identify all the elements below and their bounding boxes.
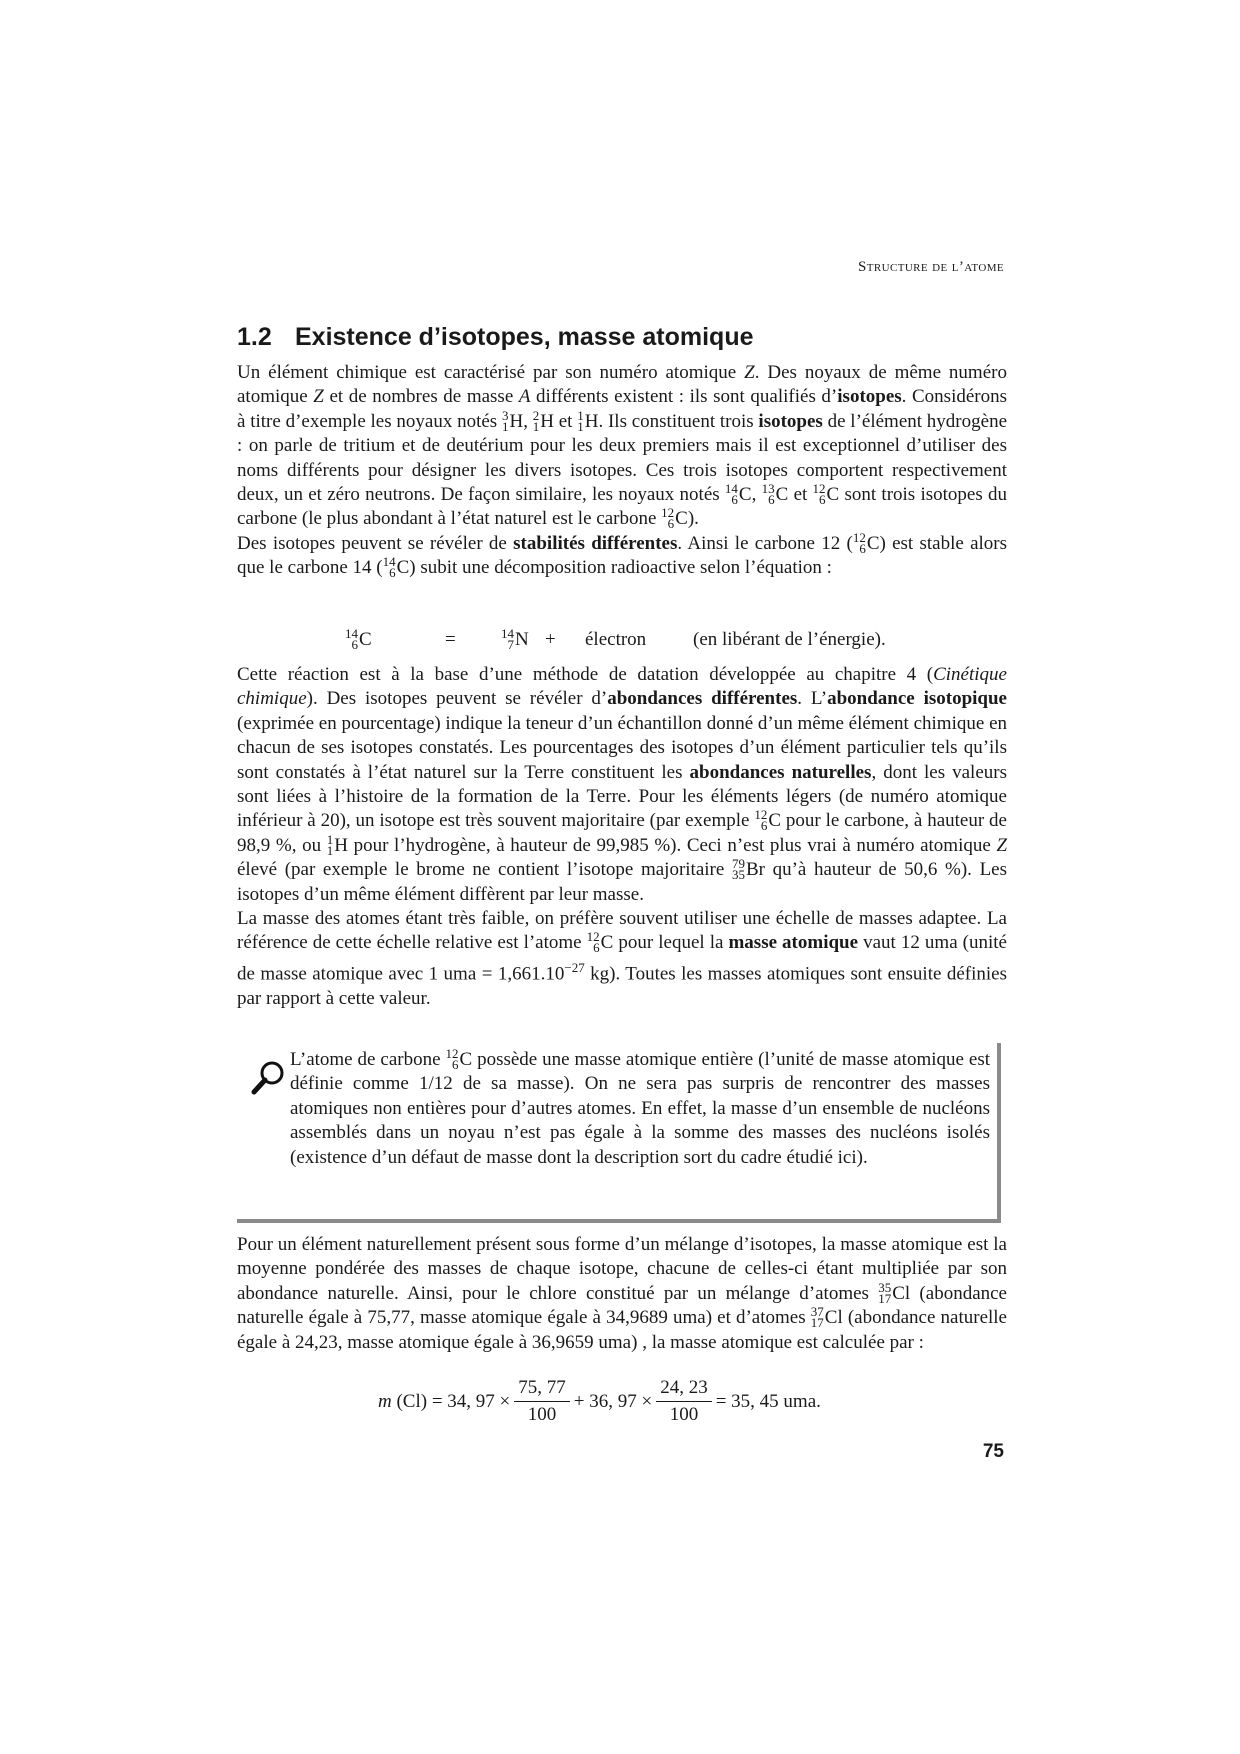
nuclide-h2: 2 1 — [532, 407, 540, 434]
nuclide-h3: 3 1 — [501, 407, 509, 434]
nuclide-c12: 12 6 — [812, 481, 826, 508]
nuclide-c13: 13 6 — [761, 481, 775, 508]
nuclide-br79: 79 35 — [731, 856, 745, 883]
nuclide-c12: 12 6 — [661, 505, 675, 532]
fraction-1: $\frac{75, 77}{100}$ — [514, 1377, 570, 1426]
nuclide-h1: 1 1 — [326, 831, 334, 858]
magnifier-icon — [248, 1058, 288, 1098]
decay-equation: 14 6 C = 14 7 N + électron (en libérant de l’énergie). — [345, 626, 886, 652]
nuclide-c14: 14 6 — [345, 626, 358, 652]
fraction-2: $\frac{24, 23}{100}$ — [656, 1377, 712, 1426]
paragraph-atomic-mass: La masse des atomes étant très faible, on préfère souvent utiliser une échelle de masses adaptee. La référence de cette échelle relative est l’atome 12 6 C pour lequel la masse atomique vaut 12 uma (unité de masse atomique avec 1 uma = $1,661.10^{-27}$ kg). Toutes les masses atomiques sont ensuite définies par rapport à cette valeur. — [237, 908, 1007, 1009]
paragraph-abundance: Cette réaction est à la base d’une méthode de datation développée au chapitre 4 (Cinétique chimique). Des isotopes peuvent se révéler d’abondances différentes. L’abondance isotopique (exprimée en pourcentage) indique la teneur d’un échantillon donné d’un même élément chimique en chacun de ses isotopes constatés. Les pourcentages des isotopes d’un élément particulier tels qu’ils sont constatés à l’état naturel sur la Terre constituent les abondances naturelles, dont les valeurs sont liées à l’histoire de la formation de la Terre. Pour les éléments légers (de numéro atomique inférieur à 20), un isotope est très souvent majoritaire (par exemple 12 6 C pour le carbone, à hauteur de 98,9 %, ou 1 1 H pour l’hydrogène, à hauteur de 99,985 %). Ceci n’est plus vrai à numéro atomique Z élevé (par exemple le brome ne contient l’isotope majoritaire 79 35 Br qu’à hauteur de 50,6 %). Les isotopes d’un même élément diffèrent par leur masse. — [237, 664, 1008, 905]
nuclide-cl37: 37 17 — [810, 1304, 824, 1331]
nuclide-c14: 14 6 — [724, 481, 738, 508]
running-header — [858, 259, 1004, 276]
body-paragraphs-top — [237, 361, 1007, 581]
nuclide-c12: 12 6 — [852, 529, 866, 556]
body-paragraphs-middle — [237, 663, 1007, 1011]
nuclide-c12: 12 6 — [754, 807, 768, 834]
running-title: Structure de l’atome — [858, 259, 1004, 275]
page-number: 75 — [982, 1441, 1004, 1462]
nuclide-c12: 12 6 — [586, 929, 600, 956]
remark-text: L’atome de carbone 12 6 C possède une masse atomique entière (l’unité de masse atomique est définie comme 1/12 de sa masse). On ne sera pas surpris de rencontrer des masses atomiques non entières pour d’autres atomes. En effet, la masse d’un ensemble de nucléons assemblés dans un noyau n’est pas égale à la somme des masses des nucléons isolés (existence d’un défaut de masse dont la description sort du cadre étudié ici). — [290, 1046, 990, 1168]
section-number: 1.2 — [237, 323, 272, 351]
section-title — [237, 323, 1007, 352]
nuclide-n14: 14 7 — [501, 626, 514, 652]
body-paragraphs-bottom — [237, 1233, 1007, 1355]
chlorine-mass-equation: m (Cl) = 34, 97 × $\frac{75, 77}{100}$ + 36, 97 × $\frac{24, 23}{100}$ = 35, 45 uma. — [378, 1377, 821, 1425]
nuclide-c14: 14 6 — [382, 554, 396, 581]
nuclide-h1: 1 1 — [577, 407, 584, 434]
paragraph-average-mass: Pour un élément naturellement présent sous forme d’un mélange d’isotopes, la masse atomique est la moyenne pondérée des masses de chaque isotope, chacune de celles-ci étant multipliée par son abondance naturelle. Ainsi, pour le chlore constitué par un mélange d’atomes 35 17 Cl (abondance naturelle égale à 75,77, masse atomique égale à 34,9689 uma) et d’atomes 37 17 Cl (abondance naturelle égale à 24,23, masse atomique égale à 36,9659 uma) , la masse atomique est calculée par : — [237, 1234, 1007, 1353]
paragraph-stability: Des isotopes peuvent se révéler de stabilités différentes. Ainsi le carbone 12 ( 12 6 C) est stable alors que le carbone 14 ( 14 6 C) subit une décomposition radioactive selon l’équation : — [237, 529, 1008, 581]
paragraph-isotopes: Un élément chimique est caractérisé par son numéro atomique Z. Des noyaux de même numéro atomique Z et de nombres de masse A différents existent : ils sont qualifiés d’isotopes. Considérons à titre d’exemple les noyaux notés 3 1 H, 2 1 H et 1 1 H. Ils constituent trois isotopes de l’élément hydrogène : on parle de tritium et de deutérium pour les deux premiers mais il est exceptionnel d’utiliser des noms différents pour désigner les divers isotopes. Ces trois isotopes comportent respectivement deux, un et zéro neutrons. De façon similaire, les noyaux notés 14 6 C, 13 6 C et 12 6 C sont trois isotopes du carbone (le plus abondant à l’état naturel est le carbone 12 6 C). — [237, 362, 1008, 532]
nuclide-cl35: 35 17 — [878, 1279, 892, 1306]
nuclide-c12: 12 6 — [445, 1046, 459, 1072]
section-title-text: Existence d’isotopes, masse atomique — [295, 323, 754, 351]
